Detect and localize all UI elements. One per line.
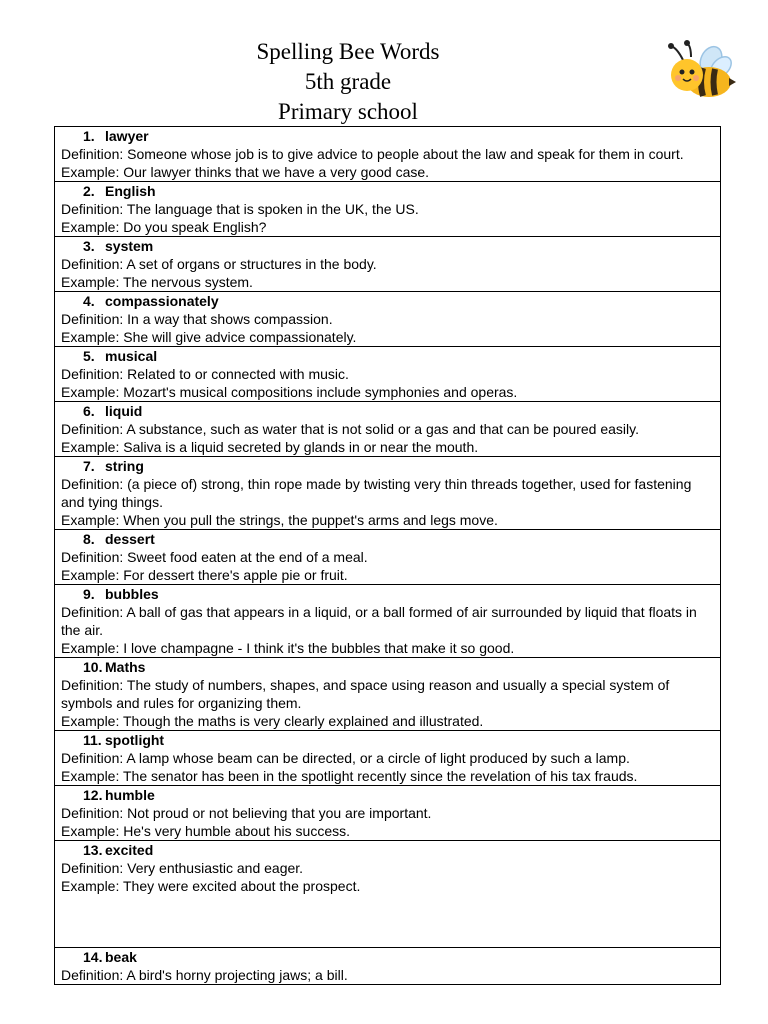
word-entry-cell: [55, 292, 721, 347]
word-entry-cell: [55, 127, 721, 182]
word-entry-row: [55, 530, 721, 585]
word-number: 6.: [83, 403, 95, 419]
word-entry-cell: [55, 237, 721, 292]
word-entry-cell: [55, 402, 721, 457]
word-definition: Definition: A ball of gas that appears in a liquid, or a ball formed of air surrounded by liquid that floats in the air.: [61, 604, 697, 638]
word-example: Example: The nervous system.: [61, 274, 253, 290]
word-example: Example: She will give advice compassionately.: [61, 329, 357, 345]
word-text: excited: [105, 842, 154, 858]
word-heading: [61, 948, 716, 966]
word-example: Example: Saliva is a liquid secreted by glands in or near the mouth.: [61, 439, 479, 455]
word-example: Example: I love champagne - I think it's the bubbles that make it so good.: [61, 640, 515, 656]
word-number: 13.: [83, 842, 103, 858]
word-heading: [61, 127, 716, 145]
page-title: [0, 37, 696, 127]
word-text: compassionately: [105, 293, 219, 309]
word-number: 14.: [83, 949, 103, 965]
word-definition: Definition: In a way that shows compassion.: [61, 311, 333, 327]
word-number: 5.: [83, 348, 95, 364]
word-definition: Definition: The language that is spoken in the UK, the US.: [61, 201, 419, 217]
word-example: Example: They were excited about the prospect.: [61, 878, 361, 894]
title-line-3: Primary school: [278, 99, 418, 124]
word-heading: [61, 731, 716, 749]
word-example: Example: Mozart's musical compositions include symphonies and operas.: [61, 384, 518, 400]
word-definition: Definition: The study of numbers, shapes, and space using reason and usually a special system of symbols and rules for organizing them.: [61, 677, 670, 711]
word-definition: Definition: A lamp whose beam can be directed, or a circle of light produced by such a lamp.: [61, 750, 630, 766]
word-entry-cell: [55, 457, 721, 530]
word-example: Example: When you pull the strings, the puppet's arms and legs move.: [61, 512, 498, 528]
word-entry-cell: [55, 731, 721, 786]
title-line-1: Spelling Bee Words: [256, 39, 440, 64]
word-heading: [61, 237, 716, 255]
word-number: 2.: [83, 183, 95, 199]
word-text: beak: [105, 949, 137, 965]
word-text: dessert: [105, 531, 155, 547]
word-example: Example: The senator has been in the spotlight recently since the revelation of his tax frauds.: [61, 768, 638, 784]
word-text: Maths: [105, 659, 146, 675]
word-entry-cell: [55, 182, 721, 237]
word-number: 4.: [83, 293, 95, 309]
word-definition: Definition: A set of organs or structures in the body.: [61, 256, 377, 272]
word-number: 3.: [83, 238, 95, 254]
word-entry-cell: [55, 347, 721, 402]
word-definition: Definition: Very enthusiastic and eager.: [61, 860, 304, 876]
word-number: 8.: [83, 531, 95, 547]
word-entry-cell: [55, 948, 721, 985]
word-example: Example: For dessert there's apple pie or fruit.: [61, 567, 348, 583]
word-entry-row: [55, 457, 721, 530]
word-number: 1.: [83, 128, 95, 144]
word-text: bubbles: [105, 586, 159, 602]
word-entry-cell: [55, 786, 721, 841]
word-entry-cell: [55, 841, 721, 948]
word-entry-row: [55, 237, 721, 292]
word-text: string: [105, 458, 144, 474]
word-entry-row: [55, 731, 721, 786]
word-heading: [61, 585, 716, 603]
word-heading: [61, 292, 716, 310]
word-heading: [61, 841, 716, 859]
word-heading: [61, 530, 716, 548]
word-heading: [61, 402, 716, 420]
word-definition: Definition: A bird's horny projecting jaws; a bill.: [61, 967, 348, 983]
word-entry-row: [55, 402, 721, 457]
word-number: 7.: [83, 458, 95, 474]
word-text: humble: [105, 787, 155, 803]
word-entry-row: [55, 292, 721, 347]
word-entry-row: [55, 182, 721, 237]
word-heading: [61, 347, 716, 365]
word-example: Example: He's very humble about his success.: [61, 823, 351, 839]
word-example: Example: Our lawyer thinks that we have a very good case.: [61, 164, 430, 180]
word-number: 9.: [83, 586, 95, 602]
word-definition: Definition: Sweet food eaten at the end of a meal.: [61, 549, 368, 565]
word-example: Example: Though the maths is very clearly explained and illustrated.: [61, 713, 484, 729]
title-line-2: 5th grade: [304, 69, 392, 94]
word-definition: Definition: Not proud or not believing that you are important.: [61, 805, 432, 821]
word-entry-row: [55, 347, 721, 402]
word-heading: [61, 182, 716, 200]
word-definition: Definition: A substance, such as water that is not solid or a gas and that can be poured easily.: [61, 421, 639, 437]
word-text: lawyer: [105, 128, 149, 144]
word-entry-row: [55, 786, 721, 841]
word-definition: Definition: Related to or connected with music.: [61, 366, 349, 382]
word-entry-row: [55, 127, 721, 182]
word-heading: [61, 786, 716, 804]
word-list-table: [54, 126, 721, 985]
word-heading: [61, 457, 716, 475]
word-heading: [61, 658, 716, 676]
word-number: 10.: [83, 659, 103, 675]
word-example: Example: Do you speak English?: [61, 219, 267, 235]
word-entry-cell: [55, 585, 721, 658]
word-definition: Definition: (a piece of) strong, thin rope made by twisting very thin threads together, used for fastening and tying things.: [61, 476, 692, 510]
word-text: system: [105, 238, 154, 254]
word-text: English: [105, 183, 156, 199]
word-definition: Definition: Someone whose job is to give advice to people about the law and speak for them in court.: [61, 146, 684, 162]
word-text: spotlight: [105, 732, 165, 748]
word-number: 11.: [83, 732, 102, 748]
bee-icon: [661, 40, 737, 102]
word-text: musical: [105, 348, 158, 364]
word-entry-row: [55, 585, 721, 658]
word-entry-row: [55, 658, 721, 731]
word-entry-row: [55, 948, 721, 985]
word-entry-cell: [55, 530, 721, 585]
word-entry-cell: [55, 658, 721, 731]
word-text: liquid: [105, 403, 143, 419]
word-entry-row: [55, 841, 721, 948]
word-number: 12.: [83, 787, 103, 803]
